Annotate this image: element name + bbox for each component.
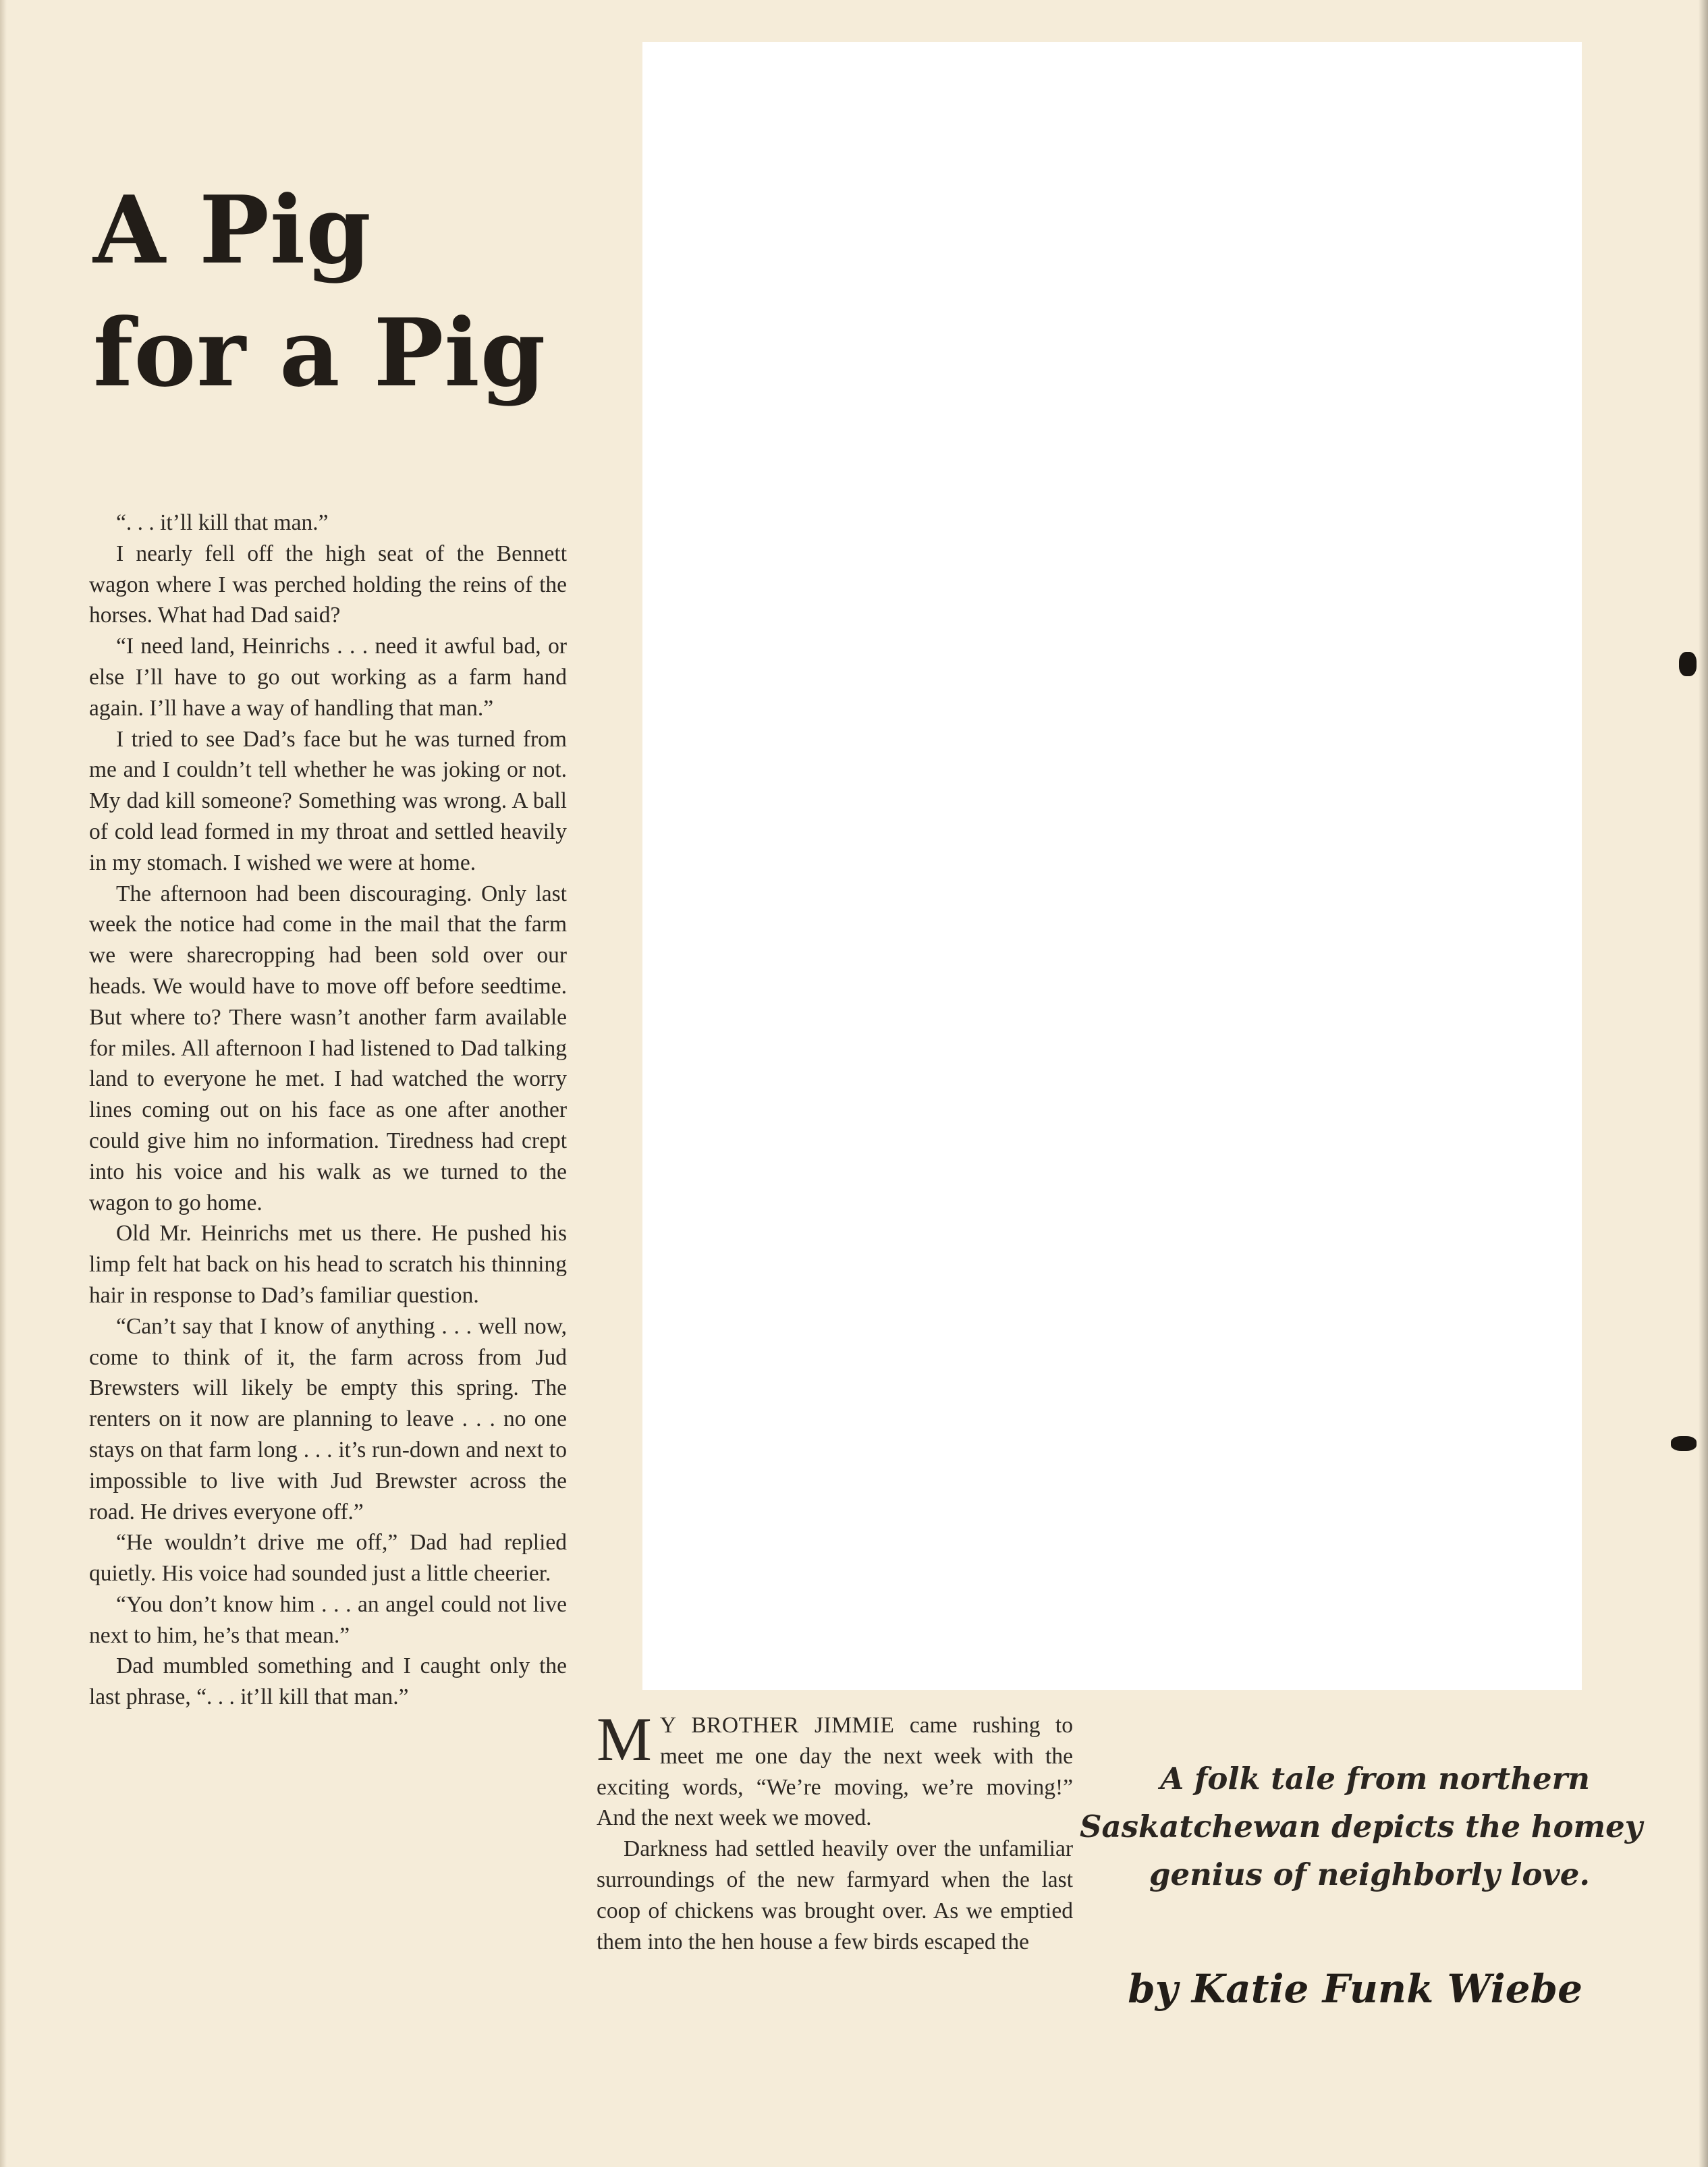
article-title xyxy=(93,169,606,414)
paragraph: The afternoon had been discouraging. Only last week the notice had come in the mail that the farm we were sharecropping had been sold over our heads. We would have to move off before seedtime. But where to? There wasn’t another farm available for miles. All afternoon I had listened to Dad talking land to everyone he met. I had watched the worry lines coming out on his face as one after another could give him no information. Tiredness had crept into his voice and his walk as we turned to the wagon to go home. xyxy=(89,881,567,1215)
opening-paragraph xyxy=(597,1705,1073,1834)
paragraph: I nearly fell off the high seat of the Bennett wagon where I was perched holding the reins of the horses. What had Dad said? xyxy=(89,541,567,628)
paragraph: I tried to see Dad’s face but he was turned from me and I couldn’t tell whether he was joking or not. My dad kill someone? Something was wrong. A ball of cold lead formed in my throat and settled heavily in my stomach. I wished we were at home. xyxy=(89,726,567,875)
paragraph: Old Mr. Heinrichs met us there. He pushed his limp felt hat back on his head to scratch his thinning hair in response to Dad’s familiar question. xyxy=(89,1221,567,1308)
title-line-2: for a Pig xyxy=(93,298,547,408)
illustration-placeholder xyxy=(642,42,1582,1690)
paragraph: Dad mumbled something and I caught only the last phrase, “. . . it’ll kill that man.” xyxy=(89,1653,567,1710)
paragraph: “He wouldn’t drive me off,” Dad had replied quietly. His voice had sounded just a little cheerier. xyxy=(89,1530,567,1587)
page-tear-mark xyxy=(1679,652,1697,676)
paragraph-text: came rushing to meet me one day the next week with the exciting words, “We’re moving, we’re moving!” And the next week we moved. xyxy=(597,1713,1073,1831)
paragraph: “. . . it’ll kill that man.” xyxy=(116,510,329,535)
title-line-1: A Pig xyxy=(93,175,372,285)
left-column xyxy=(89,508,567,1713)
deck-line-2: Saskatchewan depicts the homey xyxy=(1080,1809,1643,1844)
lead-caps: Y BROTHER JIMMIE xyxy=(659,1713,895,1738)
paragraph: “I need land, Heinrichs . . . need it awful bad, or else I’ll have to go out working as a farm hand again. I’ll have a way of handling that man.” xyxy=(89,634,567,721)
page-edge-left xyxy=(0,0,7,2167)
article-deck xyxy=(1080,1755,1643,1898)
page-edge-right xyxy=(1699,0,1708,2167)
middle-column xyxy=(597,1705,1073,1957)
byline: by Katie Funk Wiebe xyxy=(1128,1966,1582,2012)
deck-line-1: A folk tale from northern xyxy=(1160,1761,1590,1796)
drop-cap: M xyxy=(597,1705,652,1774)
paragraph: “Can’t say that I know of anything . . . well now, come to think of it, the farm across from Jud Brewsters will likely be empty this spring. The renters on it now are planning to leave . . . no one stays on that farm long . . . it’s run-down and next to impossible to live with Jud Brewster across the road. He drives everyone off.” xyxy=(89,1313,567,1525)
paragraph: “You don’t know him . . . an angel could not live next to him, he’s that mean.” xyxy=(89,1591,567,1648)
deck-line-3: genius of neighborly love. xyxy=(1149,1857,1590,1892)
page-tear-mark xyxy=(1671,1436,1697,1451)
paragraph: Darkness had settled heavily over the unfamiliar surroundings of the new farmyard when the last coop of chickens was brought over. As we emptied them into the hen house a few birds escaped the xyxy=(597,1836,1073,1954)
